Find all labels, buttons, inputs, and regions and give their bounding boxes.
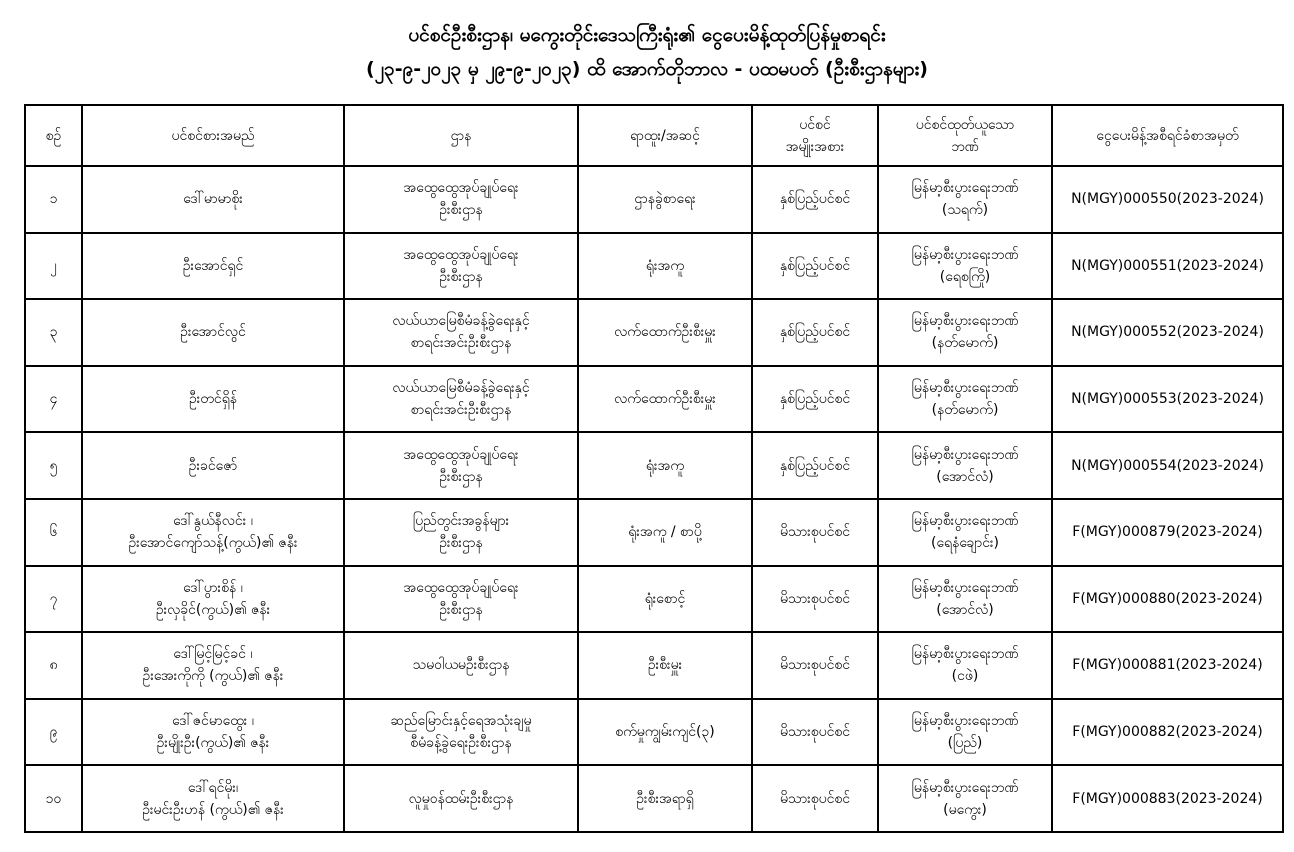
table-row <box>25 166 1283 233</box>
name-cell-line: ဒေါ်ပွားစိန် ၊ <box>183 579 243 596</box>
department-cell-line: သမဝါယမဦးစီးဌာန <box>412 657 510 674</box>
rank-cell <box>578 166 752 233</box>
department-cell-line: အထွေထွေအုပ်ချုပ်ရေး <box>403 446 519 463</box>
col-licence-no-header <box>1052 105 1283 166</box>
pension-type-cell <box>752 299 878 366</box>
name-cell <box>82 499 344 566</box>
pension-type-cell-line: မိသားစုပင်စင် <box>779 724 851 741</box>
department-cell <box>344 699 578 766</box>
serial-cell-line: ၅ <box>49 457 58 474</box>
bank-cell-line: မြန်မာ့စီးပွားရေးဘဏ် <box>911 646 1019 663</box>
licence-no-cell <box>1052 632 1283 699</box>
department-cell-line: ဦးစီးဌာန <box>439 268 483 285</box>
name-cell <box>82 632 344 699</box>
licence-no-cell-line: F(MGY)000880(2023-2024) <box>1072 590 1263 607</box>
serial-cell-line: ၈ <box>49 657 58 674</box>
table-row <box>25 299 1283 366</box>
bank-cell-line: မြန်မာ့စီးပွားရေးဘဏ် <box>911 579 1019 596</box>
col-licence-no-header-line: ငွေပေးမိန့်အစီရင်ခံစာအမှတ် <box>1096 127 1239 144</box>
rank-cell <box>578 432 752 499</box>
serial-cell-line: ၁ <box>49 191 58 208</box>
table-body <box>25 166 1283 832</box>
serial-cell <box>25 566 82 633</box>
name-cell-line: ဒေါ်မြင့်မြင့်ခင် ၊ <box>173 646 253 663</box>
department-cell <box>344 299 578 366</box>
bank-cell-line: (နတ်မောက်) <box>931 335 999 352</box>
col-department-header-line: ဌာန <box>450 127 472 144</box>
department-cell-line: ဦးစီးဌာန <box>439 202 483 219</box>
name-cell-line: ဦးတင်ရှိန် <box>188 391 237 408</box>
serial-cell <box>25 499 82 566</box>
serial-cell <box>25 632 82 699</box>
serial-cell-line: ၄ <box>49 391 58 408</box>
department-cell-line: လယ်ယာမြေစီမံခန့်ခွဲရေးနှင့် <box>392 380 530 397</box>
table-row <box>25 366 1283 433</box>
rank-cell <box>578 566 752 633</box>
bank-cell <box>878 566 1052 633</box>
bank-cell-line: မြန်မာ့စီးပွားရေးဘဏ် <box>911 779 1019 796</box>
page-subtitle: (၂၃-၉-၂၀၂၃ မှ ၂၉-၉-၂၀၂၃) ထိ အောက်တိုဘာလ - ပထမပတ် (ဦးစီးဌာနများ) <box>366 58 928 80</box>
name-cell-line: ဒေါ်ရင်မိုး၊ <box>187 779 239 796</box>
serial-cell <box>25 299 82 366</box>
serial-cell <box>25 233 82 300</box>
rank-cell-line: ဌာနခွဲစာရေး <box>634 191 696 208</box>
serial-cell <box>25 432 82 499</box>
table-row <box>25 432 1283 499</box>
department-cell <box>344 499 578 566</box>
licence-no-cell-line: F(MGY)000882(2023-2024) <box>1072 724 1263 741</box>
licence-no-cell <box>1052 166 1283 233</box>
bank-cell <box>878 366 1052 433</box>
bank-cell-line: (နတ်မောက်) <box>931 402 999 419</box>
department-cell-line: ဆည်မြောင်းနှင့်ရေအသုံးချမှု <box>390 713 532 730</box>
rank-cell-line: ရုံးအကူ <box>645 457 685 474</box>
name-cell-line: ဦးမင်းဦးဟန် (ကွယ်)၏ ဇနီး <box>142 801 284 818</box>
department-cell-line: အထွေထွေအုပ်ချုပ်ရေး <box>403 579 519 596</box>
pension-type-cell-line: မိသားစုပင်စင် <box>779 790 851 807</box>
col-bank-header-line: ဘဏ် <box>951 138 979 155</box>
bank-cell-line: (အောင်လံ) <box>936 468 994 485</box>
licence-no-cell <box>1052 699 1283 766</box>
pension-type-cell <box>752 166 878 233</box>
department-cell <box>344 366 578 433</box>
licence-no-cell <box>1052 366 1283 433</box>
bank-cell-line: မြန်မာ့စီးပွားရေးဘဏ် <box>911 713 1019 730</box>
col-bank-header <box>878 105 1052 166</box>
table-row <box>25 699 1283 766</box>
licence-no-cell-line: N(MGY)000550(2023-2024) <box>1071 191 1264 208</box>
table-row <box>25 499 1283 566</box>
department-cell <box>344 432 578 499</box>
rank-cell <box>578 699 752 766</box>
name-cell-line: ဒေါ်ဇင်မာထွေး ၊ <box>172 713 254 730</box>
name-cell <box>82 366 344 433</box>
licence-no-cell-line: N(MGY)000552(2023-2024) <box>1071 324 1264 341</box>
pension-type-cell <box>752 699 878 766</box>
bank-cell-line: မြန်မာ့စီးပွားရေးဘဏ် <box>911 246 1019 263</box>
bank-cell-line: မြန်မာ့စီးပွားရေးဘဏ် <box>911 313 1019 330</box>
page-title: ပင်စင်ဦးစီးဌာန၊ မကွေးတိုင်းဒေသကြီးရုံး၏ ငွေပေးမိန့်ထုတ်ပြန်မှုစာရင်း <box>408 24 886 46</box>
bank-cell-line: (အောင်လံ) <box>936 601 994 618</box>
department-cell <box>344 166 578 233</box>
name-cell <box>82 299 344 366</box>
page-header <box>0 18 1294 86</box>
department-cell-line: အထွေထွေအုပ်ချုပ်ရေး <box>403 180 519 197</box>
rank-cell <box>578 632 752 699</box>
rank-cell-line: ရုံးအကူ <box>645 257 685 274</box>
licence-no-cell-line: N(MGY)000554(2023-2024) <box>1071 457 1264 474</box>
name-cell-line: ဦးအေးကိုကို (ကွယ်)၏ ဇနီး <box>142 668 284 685</box>
bank-cell <box>878 699 1052 766</box>
pension-type-cell <box>752 366 878 433</box>
col-department-header <box>344 105 578 166</box>
col-rank-header-line: ရာထူး/အဆင့် <box>630 127 700 144</box>
licence-no-cell <box>1052 432 1283 499</box>
bank-cell <box>878 432 1052 499</box>
rank-cell <box>578 366 752 433</box>
pension-type-cell-line: မိသားစုပင်စင် <box>779 590 851 607</box>
name-cell <box>82 166 344 233</box>
department-cell-line: လူမှုဝန်ထမ်းဦးစီးဌာန <box>408 790 514 807</box>
table-row <box>25 765 1283 832</box>
department-cell <box>344 566 578 633</box>
name-cell-line: ဦးခင်ဇော် <box>188 457 238 474</box>
department-cell-line: အထွေထွေအုပ်ချုပ်ရေး <box>403 246 519 263</box>
rank-cell-line: ဦးစီးမှူး <box>647 657 683 674</box>
col-serial-header <box>25 105 82 166</box>
pension-type-cell <box>752 566 878 633</box>
licence-no-cell <box>1052 566 1283 633</box>
serial-cell-line: ၇ <box>49 590 58 607</box>
name-cell-line: ဦးအောင်ရှင် <box>182 257 244 274</box>
rank-cell-line: လက်ထောက်ဦးစီးမှူး <box>614 324 716 341</box>
licence-no-cell-line: F(MGY)000881(2023-2024) <box>1072 657 1263 674</box>
table-row <box>25 566 1283 633</box>
col-name-header-line: ပင်စင်စားအမည် <box>171 127 255 144</box>
table-header-row <box>25 105 1283 166</box>
rank-cell-line: လက်ထောက်ဦးစီးမှူး <box>614 391 716 408</box>
name-cell-line: ဒေါ်မာမာစိုး <box>183 191 243 208</box>
licence-no-cell <box>1052 299 1283 366</box>
rank-cell <box>578 499 752 566</box>
department-cell <box>344 632 578 699</box>
bank-cell <box>878 233 1052 300</box>
table-row <box>25 233 1283 300</box>
pension-type-cell-line: မိသားစုပင်စင် <box>779 657 851 674</box>
bank-cell <box>878 765 1052 832</box>
bank-cell-line: (သရက်) <box>941 202 989 219</box>
pension-type-cell <box>752 233 878 300</box>
bank-cell <box>878 632 1052 699</box>
name-cell <box>82 233 344 300</box>
rank-cell-line: ဦးစီးအရာရှိ <box>636 790 694 807</box>
pension-type-cell <box>752 765 878 832</box>
licence-no-cell-line: N(MGY)000553(2023-2024) <box>1071 391 1264 408</box>
name-cell <box>82 566 344 633</box>
licence-no-cell <box>1052 765 1283 832</box>
rank-cell <box>578 299 752 366</box>
col-pension-type-header-line: ပင်စင် <box>799 116 831 133</box>
name-cell-line: ဦးအောင်လွင် <box>180 324 246 341</box>
col-rank-header <box>578 105 752 166</box>
licence-no-cell <box>1052 233 1283 300</box>
department-cell-line: ဦးစီးဌာန <box>439 535 483 552</box>
bank-cell-line: (ရေစကြို) <box>939 268 991 285</box>
name-cell-line: ဦးလှခိုင်(ကွယ်)၏ ဇနီး <box>155 601 271 618</box>
licence-no-cell <box>1052 499 1283 566</box>
serial-cell <box>25 366 82 433</box>
name-cell <box>82 765 344 832</box>
licence-no-cell-line: F(MGY)000879(2023-2024) <box>1072 524 1263 541</box>
serial-cell <box>25 166 82 233</box>
bank-cell <box>878 299 1052 366</box>
serial-cell-line: ၆ <box>49 524 58 541</box>
department-cell-line: ဦးစီးဌာန <box>439 601 483 618</box>
name-cell-line: ဒေါ်နွယ်နီလင်း ၊ <box>173 513 253 530</box>
licence-no-cell-line: N(MGY)000551(2023-2024) <box>1071 257 1264 274</box>
pension-type-cell-line: နှစ်ပြည့်ပင်စင် <box>779 257 851 274</box>
bank-cell-line: (မကွေး) <box>943 801 987 818</box>
col-pension-type-header <box>752 105 878 166</box>
pension-type-cell <box>752 632 878 699</box>
pension-table <box>24 104 1284 833</box>
name-cell-line: ဦးမျိုးဦး(ကွယ်)၏ ဇနီး <box>156 735 270 752</box>
bank-cell-line: (ငဖဲ) <box>951 668 979 685</box>
pension-type-cell <box>752 499 878 566</box>
col-bank-header-line: ပင်စင်ထုတ်ယူသော <box>915 116 1015 133</box>
bank-cell <box>878 499 1052 566</box>
name-cell <box>82 432 344 499</box>
department-cell-line: စာရင်းအင်းဦးစီးဌာန <box>410 402 512 419</box>
name-cell <box>82 699 344 766</box>
pension-type-cell-line: နှစ်ပြည့်ပင်စင် <box>779 457 851 474</box>
serial-cell-line: ၂ <box>50 257 57 274</box>
serial-cell <box>25 699 82 766</box>
pension-type-cell-line: နှစ်ပြည့်ပင်စင် <box>779 324 851 341</box>
rank-cell-line: စက်မှုကျွမ်းကျင်(၃) <box>615 724 715 741</box>
department-cell-line: ပြည်တွင်းအခွန်များ <box>412 513 510 530</box>
serial-cell-line: ၉ <box>49 724 58 741</box>
col-pension-type-header-line: အမျိုးအစား <box>785 138 845 155</box>
col-serial-header-line: စဉ် <box>45 127 62 144</box>
pension-type-cell-line: နှစ်ပြည့်ပင်စင် <box>779 191 851 208</box>
name-cell-line: ဦးအောင်ကျော်သန့်(ကွယ်)၏ ဇနီး <box>128 535 298 552</box>
pension-type-cell-line: နှစ်ပြည့်ပင်စင် <box>779 391 851 408</box>
pension-type-cell <box>752 432 878 499</box>
pension-type-cell-line: မိသားစုပင်စင် <box>779 524 851 541</box>
rank-cell-line: ရုံးအကူ / စာပို့ <box>628 524 702 541</box>
bank-cell-line: မြန်မာ့စီးပွားရေးဘဏ် <box>911 513 1019 530</box>
bank-cell <box>878 166 1052 233</box>
serial-cell-line: ၃ <box>49 324 58 341</box>
department-cell <box>344 765 578 832</box>
department-cell-line: စာရင်းအင်းဦးစီးဌာန <box>410 335 512 352</box>
department-cell-line: စီမံခန့်ခွဲရေးဦးစီးဌာန <box>410 735 512 752</box>
rank-cell-line: ရုံးစောင့် <box>644 590 686 607</box>
table-row <box>25 632 1283 699</box>
department-cell <box>344 233 578 300</box>
bank-cell-line: မြန်မာ့စီးပွားရေးဘဏ် <box>911 380 1019 397</box>
bank-cell-line: (ပြည်) <box>947 735 983 752</box>
rank-cell <box>578 233 752 300</box>
department-cell-line: ဦးစီးဌာန <box>439 468 483 485</box>
department-cell-line: လယ်ယာမြေစီမံခန့်ခွဲရေးနှင့် <box>392 313 530 330</box>
col-name-header <box>82 105 344 166</box>
serial-cell <box>25 765 82 832</box>
bank-cell-line: မြန်မာ့စီးပွားရေးဘဏ် <box>911 180 1019 197</box>
bank-cell-line: မြန်မာ့စီးပွားရေးဘဏ် <box>911 446 1019 463</box>
serial-cell-line: ၁၀ <box>45 790 62 807</box>
licence-no-cell-line: F(MGY)000883(2023-2024) <box>1072 790 1263 807</box>
bank-cell-line: (ရေနံချောင်း) <box>930 535 1000 552</box>
rank-cell <box>578 765 752 832</box>
